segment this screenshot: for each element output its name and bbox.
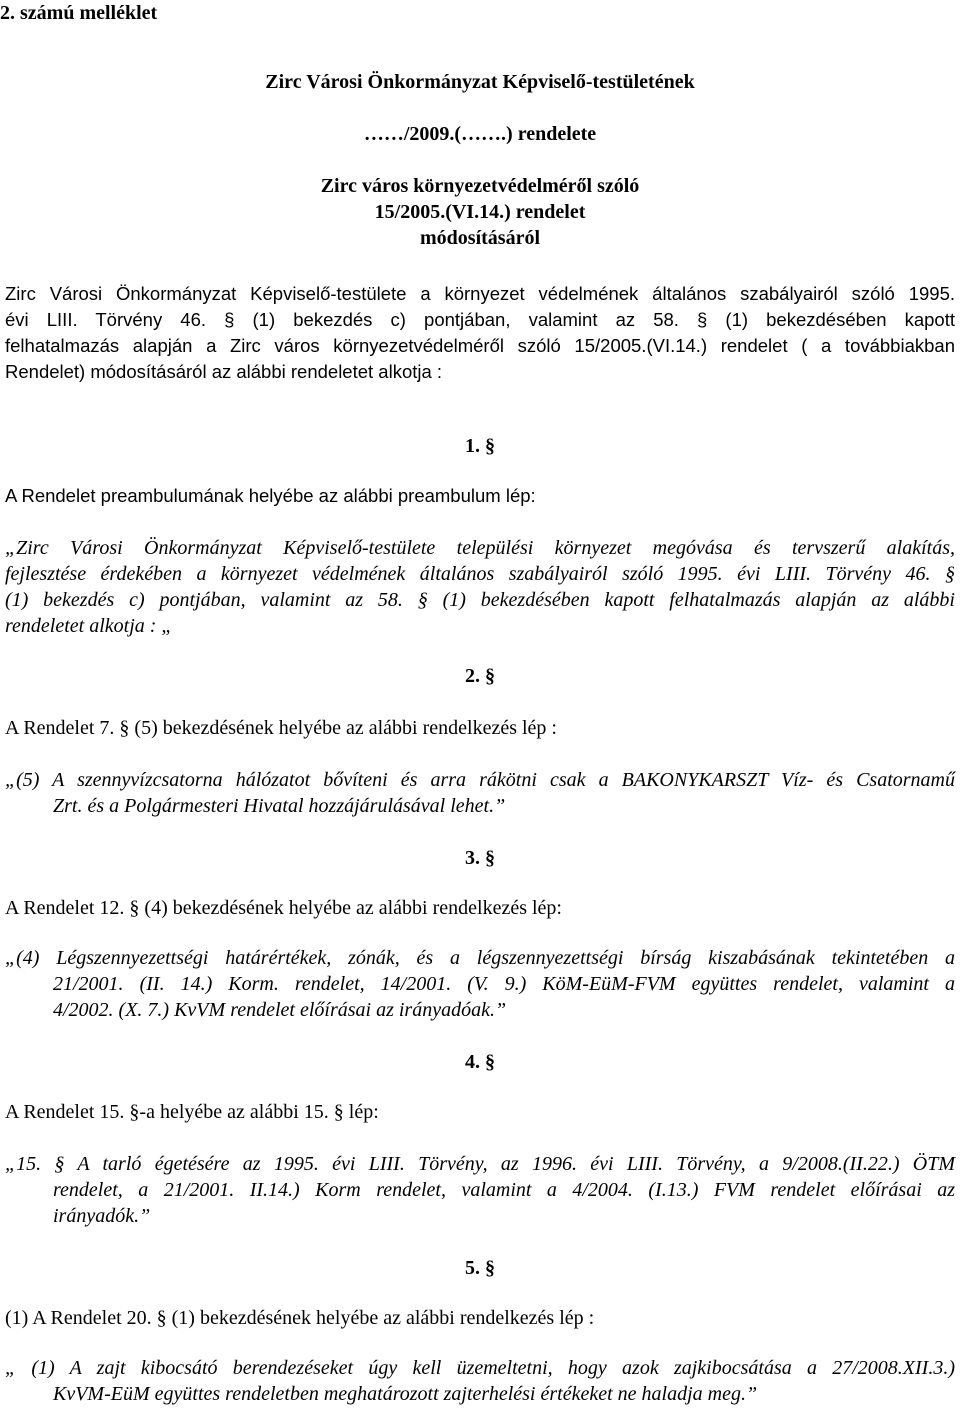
document-title: Zirc Városi Önkormányzat Képviselő-testületének (265, 71, 695, 93)
section-quote-line: „(5) A szennyvízcsatorna hálózatot bővíteni és arra rákötni csak a BAKONYKARSZT Víz- és Csatornamű (5, 769, 955, 791)
section-number: 2. § (465, 665, 495, 687)
subject-line-3: módosításáról (420, 227, 540, 249)
section-number: 5. § (465, 1257, 495, 1279)
section-number: 4. § (465, 1051, 495, 1073)
section-intro: (1) A Rendelet 20. § (1) bekezdésének helyébe az alábbi rendelkezés lép : (5, 1307, 595, 1329)
section-quote-line: Zrt. és a Polgármesteri Hivatal hozzájárulásával lehet.” (53, 795, 506, 817)
section-quote-line: 21/2001. (II. 14.) Korm. rendelet, 14/2001. (V. 9.) KöM-EüM-FVM együttes rendelet, valamint a (53, 973, 955, 995)
subject-line-2: 15/2005.(VI.14.) rendelet (374, 201, 586, 223)
section-quote-line: irányadók.” (53, 1205, 151, 1227)
section-intro: A Rendelet 15. §-a helyébe az alábbi 15. § lép: (5, 1101, 379, 1123)
section-number: 1. § (465, 435, 495, 457)
preamble-line: évi LIII. Törvény 46. § (1) bekezdés c) pontjában, valamint az 58. § (1) bekezdésében kapott (5, 309, 955, 330)
section-number: 3. § (465, 847, 495, 869)
section-quote-line: „(4) Légszennyezettségi határértékek, zónák, és a légszennyezettségi bírság kiszabásának tekintetében a (5, 947, 955, 969)
section-quote-line: 4/2002. (X. 7.) KvVM rendelet előírásai az irányadóak.” (53, 999, 507, 1021)
preamble-line: felhatalmazás alapján a Zirc város környezetvédelméről szóló 15/2005.(VI.14.) rendelet ( a továbbiakban (5, 335, 955, 356)
section-quote-line: fejlesztése érdekében a környezet védelmének általános szabályairól szóló 1995. évi LIII. Törvény 46. § (5, 563, 955, 585)
section-quote-line: „ (1) A zajt kibocsátó berendezéseket úgy kell üzemeltetni, hogy azok zajkibocsátása a 27/2008.XII.3.) (5, 1357, 955, 1379)
section-intro: A Rendelet 7. § (5) bekezdésének helyébe az alábbi rendelkezés lép : (5, 717, 557, 739)
section-quote-line: rendeletet alkotja : „ (5, 615, 173, 637)
section-quote-line: rendelet, a 21/2001. II.14.) Korm rendelet, valamint a 4/2004. (I.13.) FVM rendelet előírásai az (53, 1179, 955, 1201)
section-intro: A Rendelet preambulumának helyébe az alábbi preambulum lép: (5, 485, 536, 506)
preamble-line: Zirc Városi Önkormányzat Képviselő-testülete a környezet védelmének általános szabályairól szóló 1995. (5, 283, 955, 304)
section-quote-line: KvVM-EüM együttes rendeletben meghatározott zajterhelési értékeket ne haladja meg.” (53, 1383, 758, 1405)
annex-label: 2. számú melléklet (0, 2, 158, 24)
section-intro: A Rendelet 12. § (4) bekezdésének helyébe az alábbi rendelkezés lép: (5, 897, 562, 919)
section-quote-line: (1) bekezdés c) pontjában, valamint az 58. § (1) bekezdésében kapott felhatalmazás alapján az alábbi (5, 589, 955, 611)
section-quote-line: „Zirc Városi Önkormányzat Képviselő-testülete települési környezet megóvása és tervszerű alakítás, (5, 537, 955, 559)
preamble-line: Rendelet) módosításáról az alábbi rendeletet alkotja : (5, 361, 443, 382)
decree-number: ……/2009.(…….) rendelete (363, 123, 597, 145)
section-quote-line: „15. § A tarló égetésére az 1995. évi LIII. Törvény, az 1996. évi LIII. Törvény, a 9/2008.(II.22.) ÖTM (5, 1153, 955, 1175)
subject-line-1: Zirc város környezetvédelméről szóló (320, 175, 640, 197)
